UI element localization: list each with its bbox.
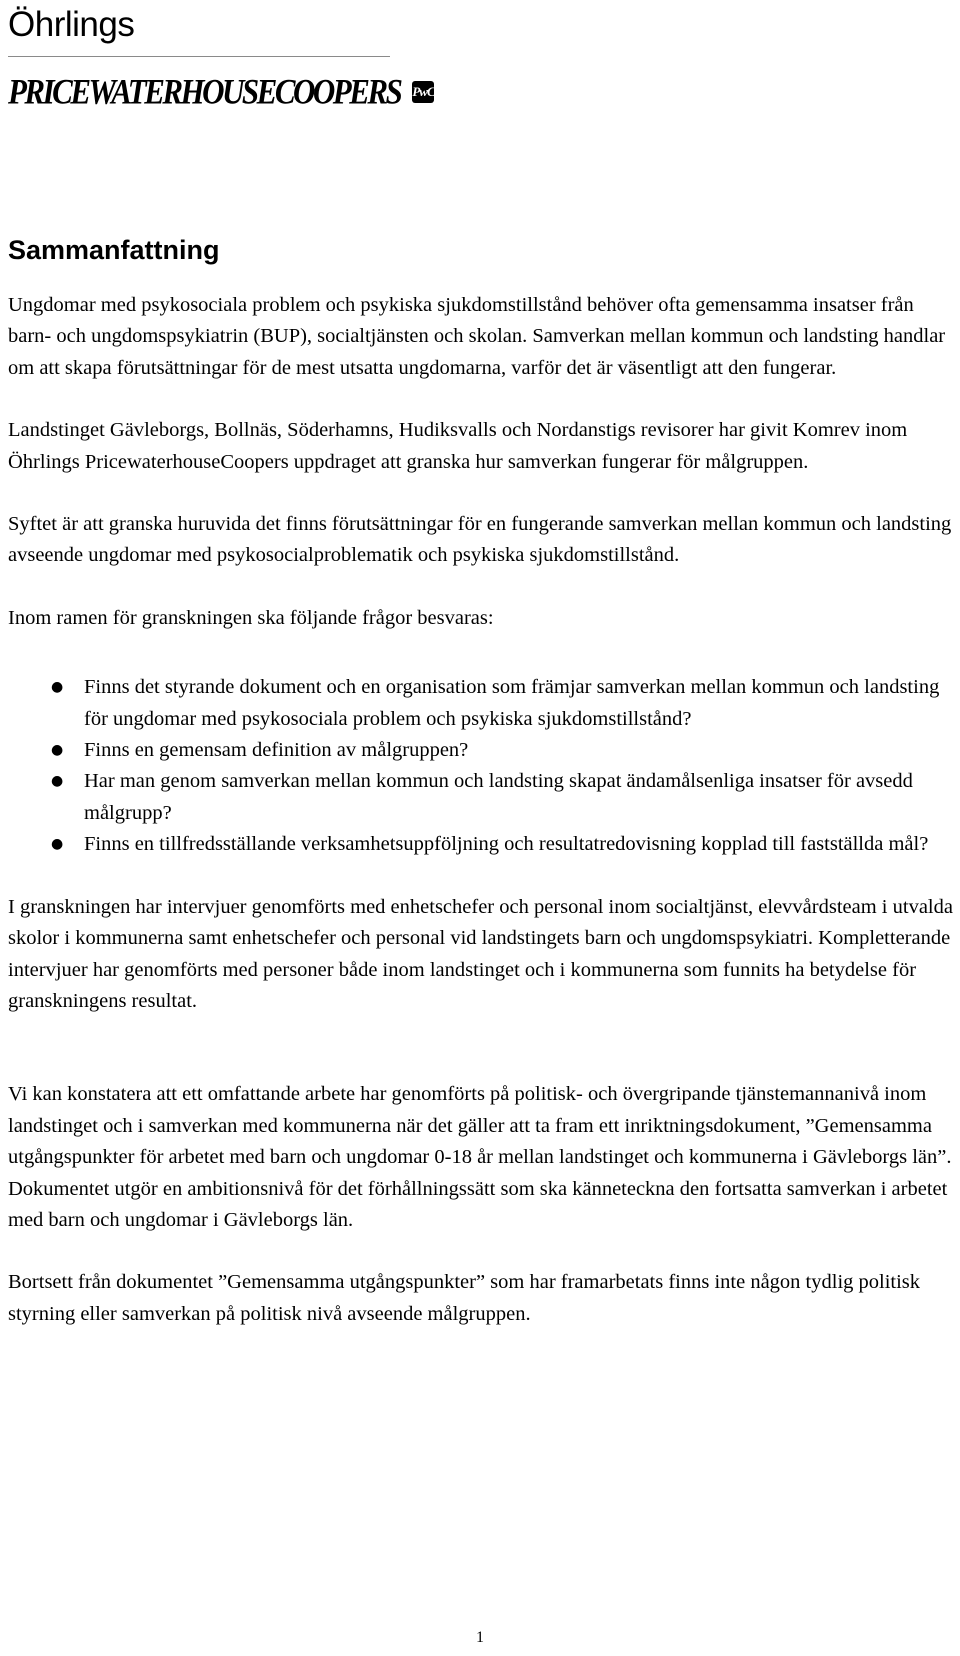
bullet-icon: ●	[51, 742, 64, 759]
list-item-text: Finns en gemensam definition av målgruppen?	[84, 739, 469, 762]
list-item-text: Har man genom samverkan mellan kommun och landsting skapat ändamålsenliga insatser för avsedd målgrupp?	[84, 770, 913, 824]
paragraph-purpose: Syftet är att granska huruvida det finns förutsättningar för en fungerande samverkan mellan kommun och landsting avseende ungdomar med psykosocialproblematik och psykiska sjukdomstillstånd.	[8, 513, 952, 567]
bullet-icon: ●	[51, 679, 64, 696]
bullet-icon: ●	[51, 836, 64, 853]
pwc-mark-icon: PwC	[412, 81, 434, 103]
paragraph-method: I granskningen har intervjuer genomförts med enhetschefer och personal inom socialtjänst, elevvårdsteam i utvalda skolor i kommunerna samt enhetschefer och personal vid landstingets barn och ungdomspsykiatri. Kompletterande intervjuer har genomförts med personer både inom landstinget och i kommunerna som funnits ha betydelse för granskningens resultat.	[8, 895, 953, 1012]
questions-list	[8, 672, 956, 860]
list-item	[8, 735, 956, 766]
page-number: 1	[476, 1629, 484, 1646]
paragraph-intro: Ungdomar med psykosociala problem och psykiska sjukdomstillstånd behöver ofta gemensamma insatser från barn- och ungdomspsykiatrin (BUP), socialtjänsten och skolan. Samverkan mellan kommun och landsting handlar om att skapa förutsättningar för de mest utsatta ungdomarna, varför det är väsentligt att den fungerar.	[8, 294, 946, 379]
list-item-text: Finns en tillfredsställande verksamhetsuppföljning och resultatredovisning kopplad till fastställda mål?	[84, 833, 929, 856]
paragraph-findings: Vi kan konstatera att ett omfattande arbete har genomförts på politisk- och övergripande tjänstemannanivå inom landstinget och i samverkan med kommunerna när det gäller att ta fram ett inriktningsdokument, ”Gemensamma utgångspunkter för arbetet med barn och ungdomar 0-18 år mellan landstinget och kommunerna i Gävleborgs län”. Dokumentet utgör en ambitionsnivå för det förhållningssätt som ska känneteckna den fortsatta samverkan i arbetet med barn och ungdomar i Gävleborgs län.	[8, 1083, 952, 1231]
bullet-icon: ●	[51, 773, 64, 790]
document-body	[8, 232, 956, 1361]
header-divider	[8, 56, 390, 57]
paragraph-assignment: Landstinget Gävleborgs, Bollnäs, Söderhamns, Hudiksvalls och Nordanstigs revisorer har givit Komrev inom Öhrlings PricewaterhouseCoopers uppdraget att granska hur samverkan fungerar för målgruppen.	[8, 419, 908, 473]
document-header	[8, 0, 435, 112]
paragraph-conclusion: Bortsett från dokumentet ”Gemensamma utgångspunkter” som har framarbetats finns inte någon tydlig politisk styrning eller samverkan på politisk nivå avseende målgruppen.	[8, 1271, 921, 1325]
list-item-text: Finns det styrande dokument och en organisation som främjar samverkan mellan kommun och landsting för ungdomar med psykosociala problem och psykiska sjukdomstillstånd?	[84, 676, 940, 730]
pwc-logo-text: PRICEWATERHOUSECOOPERS	[8, 71, 401, 112]
page-title: Sammanfattning	[8, 235, 220, 265]
list-item	[8, 672, 956, 735]
ohrlings-logo-text: Öhrlings	[8, 5, 135, 44]
list-item	[8, 766, 956, 829]
pricewaterhousecoopers-logo	[8, 71, 435, 112]
paragraph-questions-intro: Inom ramen för granskningen ska följande frågor besvaras:	[8, 606, 494, 629]
list-item	[8, 829, 956, 860]
